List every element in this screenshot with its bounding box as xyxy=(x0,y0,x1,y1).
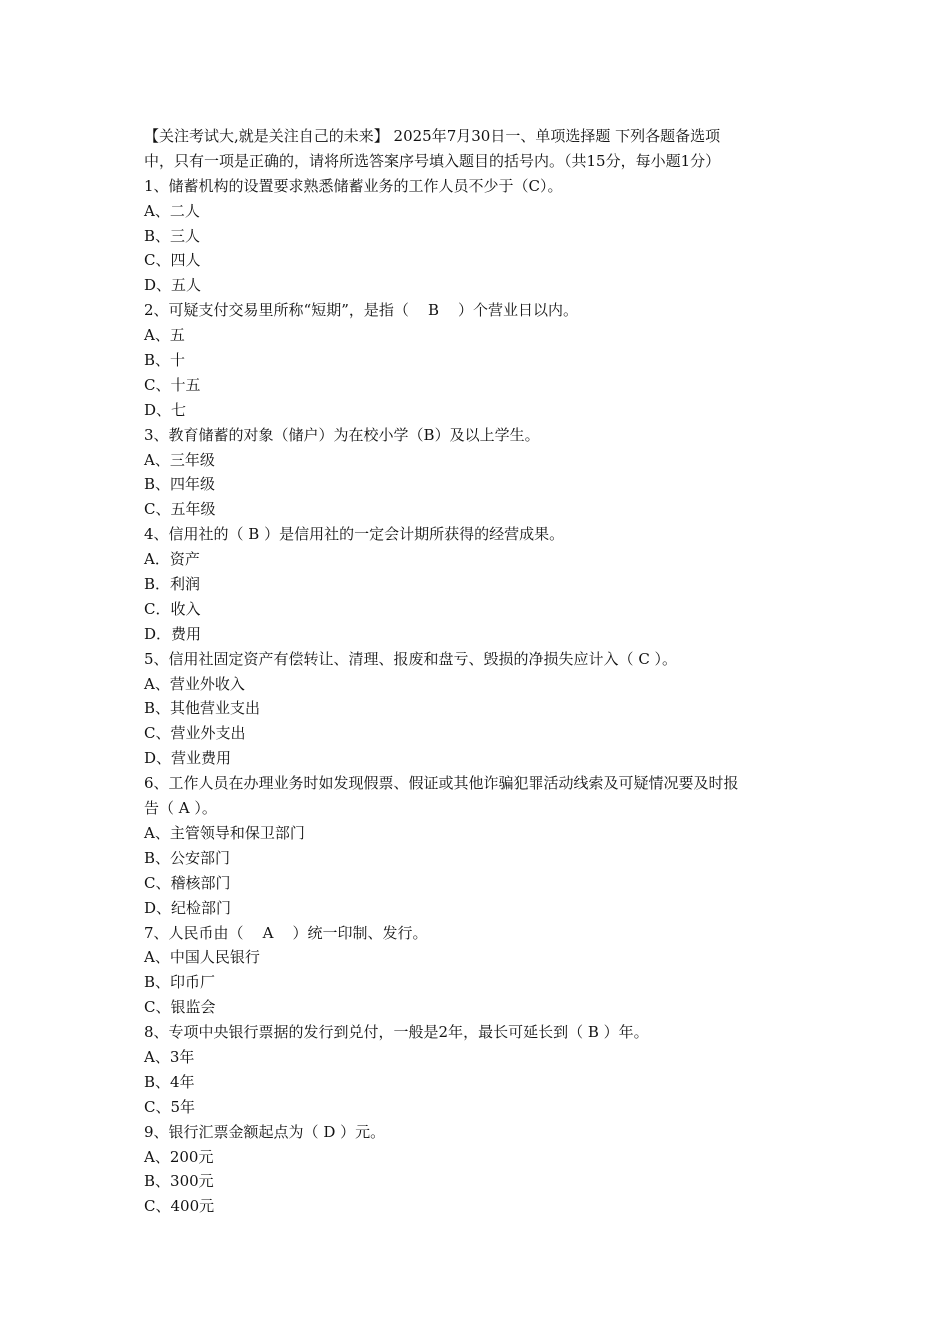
option-c: C、稽核部门 xyxy=(144,873,231,892)
question-6: 6、工作人员在办理业务时如发现假票、假证或其他诈骗犯罪活动线索及可疑情况要及时报 xyxy=(144,774,739,793)
option-b: B、300元 xyxy=(144,1172,214,1191)
option-c: C、五年级 xyxy=(144,500,216,519)
option-c: C、四人 xyxy=(144,251,201,270)
option-b: B、公安部门 xyxy=(144,848,231,867)
option-a: A、三年级 xyxy=(144,450,215,469)
option-b: B、四年级 xyxy=(144,475,216,494)
option-b: B、三人 xyxy=(144,226,201,245)
question-7: 7、人民币由（ A ）统一印制、发行。 xyxy=(144,923,428,942)
option-d: D、七 xyxy=(144,400,187,419)
question-6-continued: 告（ A ）。 xyxy=(144,799,217,818)
question-4: 4、信用社的（ B ）是信用社的一定会计期所获得的经营成果。 xyxy=(144,525,565,544)
question-3: 3、教育储蓄的对象（储户）为在校小学（B）及以上学生。 xyxy=(144,425,540,444)
option-a: A、中国人民银行 xyxy=(144,948,260,967)
option-a: A．资产 xyxy=(144,550,200,569)
option-c: C．收入 xyxy=(144,599,201,618)
option-b: B、其他营业支出 xyxy=(144,699,261,718)
option-a: A、200元 xyxy=(144,1147,214,1166)
option-a: A、二人 xyxy=(144,201,200,220)
option-c: C、营业外支出 xyxy=(144,724,246,743)
option-d: D、营业费用 xyxy=(144,749,232,768)
option-d: D．费用 xyxy=(144,624,202,643)
question-8: 8、专项中央银行票据的发行到兑付，一般是2年，最长可延长到（ B ）年。 xyxy=(144,1023,649,1042)
option-b: B、十 xyxy=(144,351,186,370)
question-1: 1、储蓄机构的设置要求熟悉储蓄业务的工作人员不少于（C）。 xyxy=(144,176,563,195)
option-c: C、十五 xyxy=(144,375,201,394)
option-c: C、5年 xyxy=(144,1097,196,1116)
option-d: D、纪检部门 xyxy=(144,898,232,917)
option-a: A、营业外收入 xyxy=(144,674,245,693)
question-2: 2、可疑支付交易里所称“短期”，是指（ B ）个营业日以内。 xyxy=(144,301,579,320)
option-b: B．利润 xyxy=(144,575,201,594)
option-b: B、印币厂 xyxy=(144,973,216,992)
option-a: A、五 xyxy=(144,326,185,345)
question-9: 9、银行汇票金额起点为（ D ）元。 xyxy=(144,1122,386,1141)
option-a: A、3年 xyxy=(144,1047,195,1066)
option-b: B、4年 xyxy=(144,1072,195,1091)
intro-line: 【关注考试大,就是关注自己的未来】 2025年7月30日一、单项选择题 下列各题备选项 xyxy=(144,127,721,145)
option-c: C、银监会 xyxy=(144,998,216,1017)
document-body xyxy=(144,124,812,1219)
option-c: C、400元 xyxy=(144,1197,215,1216)
option-d: D、五人 xyxy=(144,276,202,295)
intro-line: 中，只有一项是正确的，请将所选答案序号填入题目的括号内。（共15分，每小题1分） xyxy=(144,151,721,170)
option-a: A、主管领导和保卫部门 xyxy=(144,823,305,842)
question-5: 5、信用社固定资产有偿转让、清理、报废和盘亏、毁损的净损失应计入（ C ）。 xyxy=(144,649,678,668)
